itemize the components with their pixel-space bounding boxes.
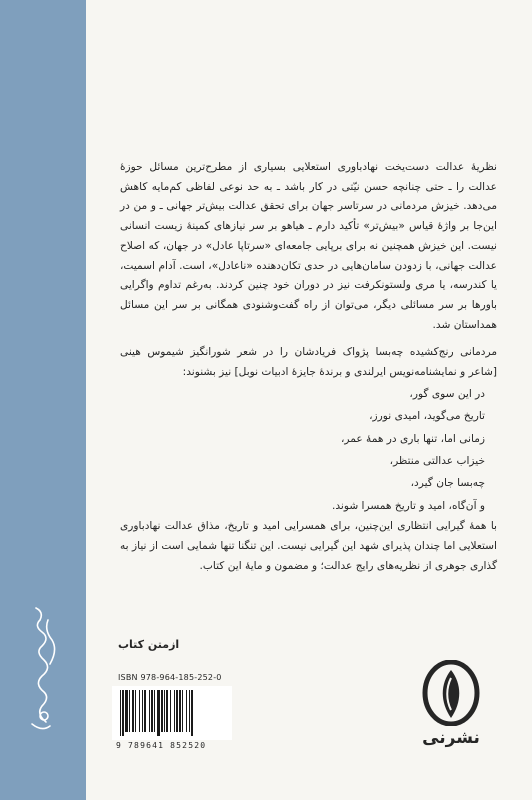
barcode-bars xyxy=(117,690,227,736)
book-spine-band xyxy=(0,0,86,800)
poem-block xyxy=(120,383,497,517)
spine-signature xyxy=(22,600,62,740)
pen-nib-logo-icon xyxy=(420,660,482,726)
poem-line: و آن‌گاه، امید و تاریخ همسرا شوند. xyxy=(331,499,485,512)
blurb-paragraph-2: مردمانی رنج‌کشیده چه‌بسا پژواک فریادشان را در شعر شورانگیز شیموس هینی [شاعر و نمایشنامه‌نویس ایرلندی و برندهٔ جایزهٔ ادبیات نوبل] نیز بشنوند: xyxy=(120,346,497,379)
barcode-digits: 9 789641 852520 xyxy=(116,741,207,750)
back-cover-blurb xyxy=(120,158,497,576)
poem-line: چه‌بسا جان گیرد، xyxy=(410,477,485,490)
signature-graphic xyxy=(22,600,62,740)
blurb-paragraph-1: نظریهٔ عدالت دست‌یخت نهادباوری استعلایی بسیاری از مطرح‌ترین مسائل حوزهٔ عدالت را ـ حتی چنانچه حسن نیّتی در کار باشد ـ به حد نوعی لفاظی کم‌مایه کاهش می‌دهد. خیزش مردمانی در سرتاسر جهان برای تحقق عدالت بیش‌تر جهانی ـ و من در این‌جا بر واژهٔ قیاس «بیش‌تر» تأکید دارم ـ هیاهو بر سر نیازهای کمینهٔ زیست انسانی نیست. این خیزش همچنین نه برای برپایی جامعه‌ای «سرتاپا عادل» در جهان، که اصلاح عدالت جهانی، با زدودن سامان‌هایی در حدی تکان‌دهنده «ناعادل»، است. آدام اسمیت، یا کندرسه، یا مری ولستونکرفت نیز در دوران خود چنین کردند. به‌رغم تداوم واگرایی باورها بر سر مسائلی دیگر، می‌توان از راه گفت‌وشنودی همگانی بر سر این مسائل همداستان شد. xyxy=(120,161,497,331)
isbn-label: ISBN 978-964-185-252-0 xyxy=(118,673,222,682)
isbn-block xyxy=(112,673,232,750)
blurb-paragraph-3: با همهٔ گیرایی انتظاری این‌چنین، برای همسرایی امید و تاریخ، مذاق عدالت نهادباوری استعلایی اما چندان پذیرای شهد این گیرایی نیست. این تنگنا تنها شمایی است از نیاز به گذاری جوهری از نظریه‌های رایج عدالت؛ و مضمون و مایهٔ این کتاب. xyxy=(120,520,497,572)
publisher-logo xyxy=(420,660,482,752)
barcode xyxy=(112,686,232,740)
poem-line: در این سوی گور، xyxy=(409,387,485,400)
poem-line: زمانی اما، تنها باری در همهٔ عمر، xyxy=(340,432,485,445)
poem-line: تاریخ می‌گوید، امیدی نورز، xyxy=(369,410,485,423)
poem-line: خیزاب عدالتی منتظر، xyxy=(389,454,485,467)
publisher-name: نشرنی xyxy=(422,728,480,748)
quote-source: ازمتن کتاب xyxy=(118,638,180,651)
